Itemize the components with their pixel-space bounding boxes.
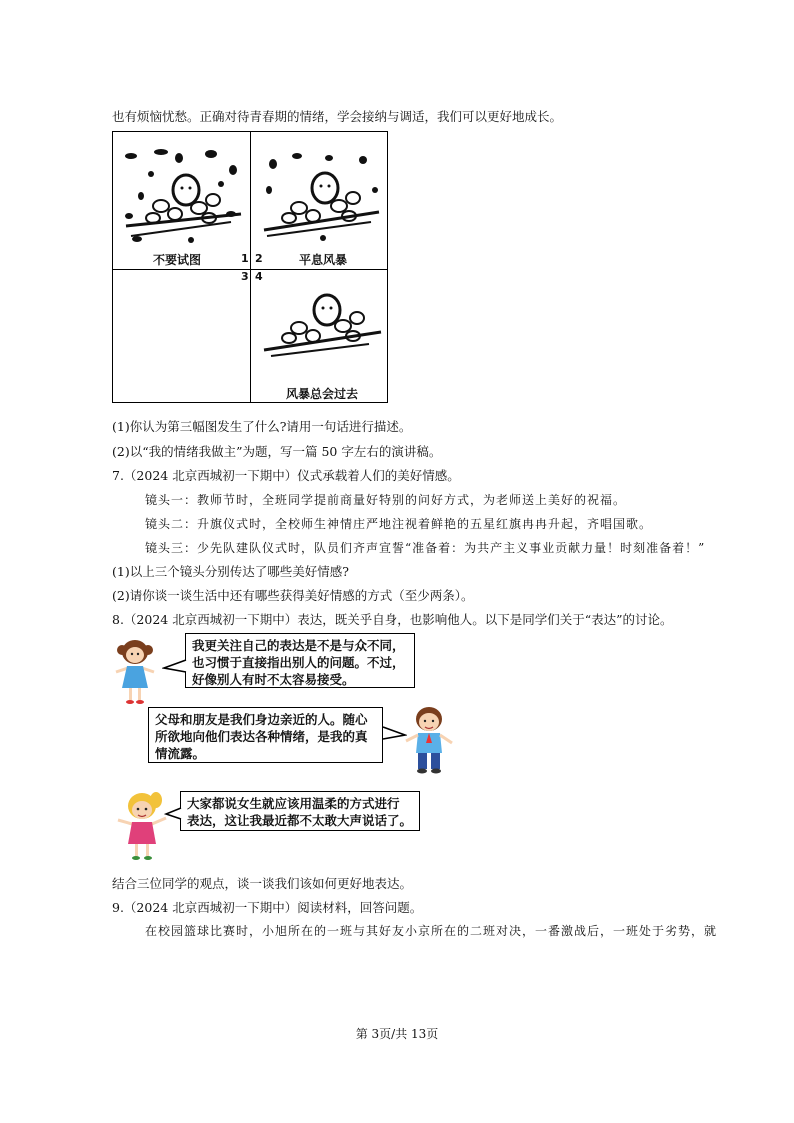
speech-bubble-2 [148, 707, 383, 763]
intro-line: 也有烦恼忧愁。正确对待青春期的情绪，学会接纳与调适，我们可以更好地成长。 [112, 109, 563, 124]
panel-number-2: 2 [255, 252, 263, 265]
panel-number-1: 1 [241, 252, 249, 265]
bubble-1-pointer [162, 658, 188, 676]
panel-2-caption: 平息风暴 [299, 253, 348, 267]
bird-in-storm-image [121, 144, 246, 249]
q8-stem: 8.（2024 北京西城初一下期中）表达，既关乎自身，也影响他人。以下是同学们关于“表达”的讨论。 [112, 612, 673, 627]
page-footer: 第 3页/共 13页 [355, 1027, 439, 1041]
speech-bubble-3 [180, 791, 420, 831]
bubble-3-line-1: 大家都说女生就应该用温柔的方式进行 [187, 796, 400, 811]
q6-sub1: (1)你认为第三幅图发生了什么?请用一句话进行描述。 [112, 419, 412, 434]
bird-after-storm-image [261, 292, 386, 362]
panel-4-caption: 风暴总会过去 [286, 387, 359, 401]
girl-student-3-image [116, 790, 168, 865]
q6-sub2: (2)以“我的情绪我做主”为题，写一篇 50 字左右的演讲稿。 [112, 444, 442, 459]
q9-stem: 9.（2024 北京西城初一下期中）阅读材料，回答问题。 [112, 900, 423, 915]
panel-1-caption: 不要试图 [153, 253, 202, 267]
panel-number-3: 3 [241, 270, 249, 283]
bubble-2-line-3: 情流露。 [155, 746, 206, 761]
panel-number-4: 4 [255, 270, 263, 283]
q7-shot2: 镜头二：升旗仪式时，全校师生神情庄严地注视着鲜艳的五星红旗冉冉升起，齐唱国歌。 [145, 517, 653, 531]
q7-sub1: (1)以上三个镜头分别传达了哪些美好情感? [112, 564, 349, 579]
comic-panel-grid [112, 131, 388, 403]
bubble-3-pointer [164, 806, 182, 822]
bubble-2-line-1: 父母和朋友是我们身边亲近的人。随心 [155, 712, 368, 727]
q7-shot1: 镜头一：教师节时，全班同学提前商量好特别的问好方式，为老师送上美好的祝福。 [145, 493, 627, 507]
bird-calming-image [259, 146, 384, 246]
grid-divider-vertical [250, 132, 251, 402]
bubble-1-line-3: 好像别人有时不太容易接受。 [192, 672, 355, 687]
grid-divider-horizontal [113, 269, 387, 270]
q7-stem: 7.（2024 北京西城初一下期中）仪式承载着人们的美好情感。 [112, 468, 460, 483]
bubble-3-line-2: 表达，这让我最近都不太敢大声说话了。 [187, 813, 413, 828]
bubble-1-line-1: 我更关注自己的表达是不是与众不同， [192, 638, 405, 653]
q7-shot3: 镜头三：少先队建队仪式时，队员们齐声宣誓“准备着：为共产主义事业贡献力量！时刻准备着！” [145, 541, 706, 555]
q9-material: 在校园篮球比赛时，小旭所在的一班与其好友小京所在的二班对决，一番激战后，一班处于劣势，就 [145, 924, 718, 938]
bubble-1-line-2: 也习惯于直接指出别人的问题。不过， [192, 655, 405, 670]
q7-sub2: (2)请你谈一谈生活中还有哪些获得美好情感的方式（至少两条）。 [112, 588, 474, 603]
bubble-2-line-2: 所欲地向他们表达各种情绪，是我的真 [155, 729, 368, 744]
girl-student-1-image [112, 636, 158, 708]
speech-bubble-1 [185, 633, 415, 688]
q8-question: 结合三位同学的观点，谈一谈我们该如何更好地表达。 [112, 876, 413, 891]
boy-student-image [404, 703, 454, 777]
